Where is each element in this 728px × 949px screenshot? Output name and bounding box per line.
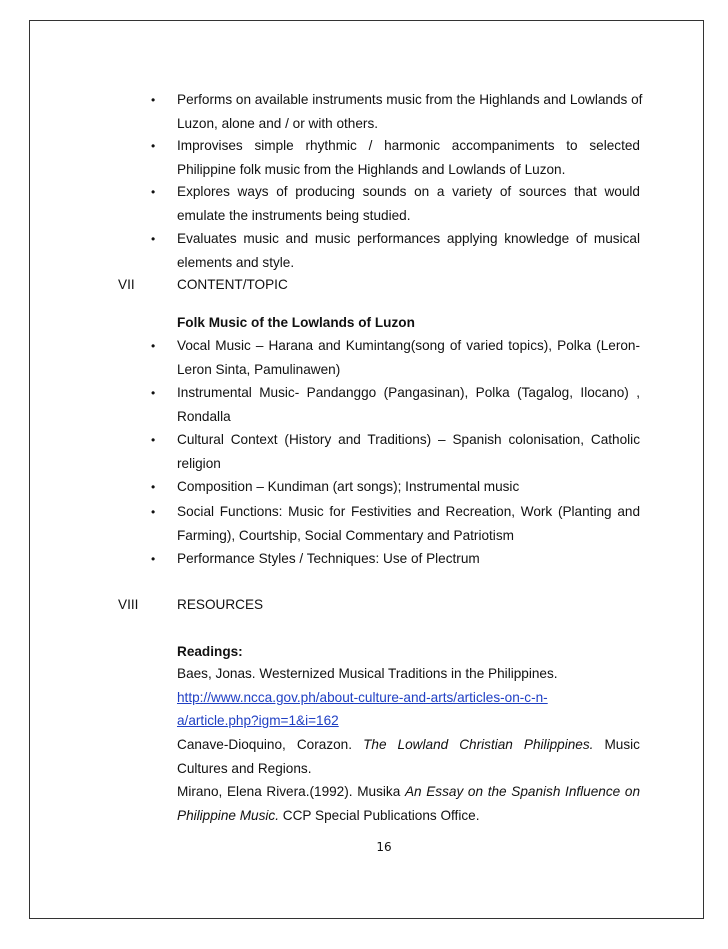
list-item: • Social Functions: Music for Festivities and Recreation, Work (Planting and [0,500,728,524]
reference-title: An Essay on the Spanish Influence on [404,784,640,799]
section-numeral: VII [118,277,135,292]
list-item: • Vocal Music – Harana and Kumintang(song of varied topics), Polka (Leron- [0,334,728,358]
list-item: • Performs on available instruments music from the Highlands and Lowlands of [0,88,728,112]
list-item: • Cultural Context (History and Traditions) – Spanish colonisation, Catholic [0,428,728,452]
bullet-icon: • [151,232,156,246]
subsection-title: Folk Music of the Lowlands of Luzon [177,315,415,330]
bullet-icon: • [151,433,156,447]
page-number: 16 [376,840,392,854]
reference-title: The Lowland Christian Philippines. [363,737,594,752]
list-item: • Improvises simple rhythmic / harmonic accompaniments to selected [0,134,728,158]
section-title: CONTENT/TOPIC [177,277,288,292]
bullet-icon: • [151,139,156,153]
bullet-icon: • [151,505,156,519]
list-item: • Evaluates music and music performances applying knowledge of musical [0,227,728,251]
reference-link-continued[interactable]: a/article.php?igm=1&i=162 [177,713,339,728]
bullet-icon: • [151,552,156,566]
list-item: • Instrumental Music- Pandanggo (Pangasinan), Polka (Tagalog, Ilocano) , [0,381,728,405]
reference-entry: Canave-Dioquino, Corazon. The Lowland Christian Philippines. Music [177,737,640,752]
section-title: RESOURCES [177,597,264,612]
bullet-icon: • [151,185,156,199]
bullet-icon: • [151,480,156,494]
bullet-icon: • [151,339,156,353]
reference-link[interactable]: http://www.ncca.gov.ph/about-culture-and-arts/articles-on-c-n- [177,690,548,705]
list-item: • Explores ways of producing sounds on a variety of sources that would [0,180,728,204]
readings-label: Readings: [177,644,243,659]
bullet-icon: • [151,386,156,400]
list-item: • Composition – Kundiman (art songs); Instrumental music [0,475,728,499]
section-heading [0,273,728,297]
list-item: • Performance Styles / Techniques: Use of Plectrum [0,547,728,571]
reference-entry: Baes, Jonas. Westernized Musical Traditions in the Philippines. [177,666,558,681]
section-heading [0,593,728,617]
bullet-icon: • [151,93,156,107]
reference-entry: Mirano, Elena Rivera.(1992). Musika An Essay on the Spanish Influence on [177,784,640,799]
section-numeral: VIII [118,597,139,612]
